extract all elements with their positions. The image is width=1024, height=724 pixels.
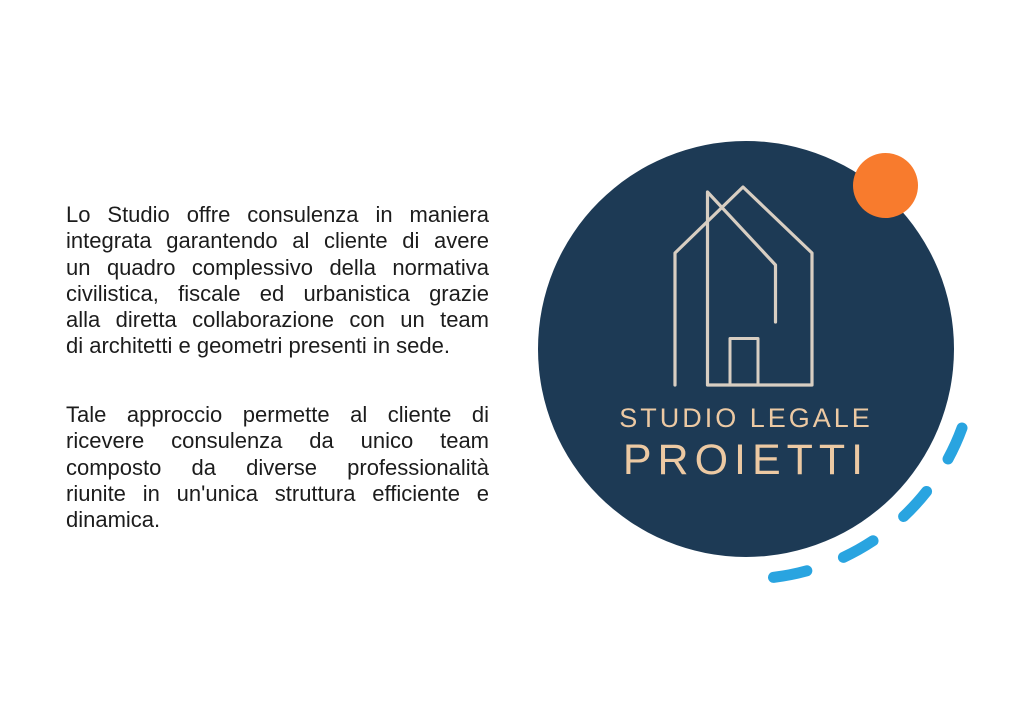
- text-line: alla diretta collaborazione con un team: [66, 307, 489, 333]
- text-line: integrata garantendo al cliente di avere: [66, 228, 489, 254]
- text-line: dinamica.: [66, 507, 161, 533]
- paragraph-2: [66, 402, 489, 533]
- text-line: Lo Studio offre consulenza in maniera: [66, 202, 489, 227]
- text-line: composto da diverse professionalità: [66, 454, 489, 480]
- text-line: Tale approccio permette al cliente di: [66, 402, 489, 427]
- text-line: riunite in un'unica struttura efficiente e: [66, 480, 489, 506]
- text-line: civilistica, fiscale ed urbanistica grazie: [66, 280, 489, 306]
- text-line: di architetti e geometri presenti in sede.: [66, 333, 450, 359]
- logo-title: STUDIO LEGALE: [619, 403, 873, 433]
- orange-dot-icon: [853, 153, 918, 218]
- text-line: un quadro complessivo della normativa: [66, 254, 489, 280]
- logo-name: PROIETTI: [622, 436, 870, 484]
- text-line: ricevere consulenza da unico team: [66, 428, 489, 454]
- paragraph-1: [66, 202, 489, 360]
